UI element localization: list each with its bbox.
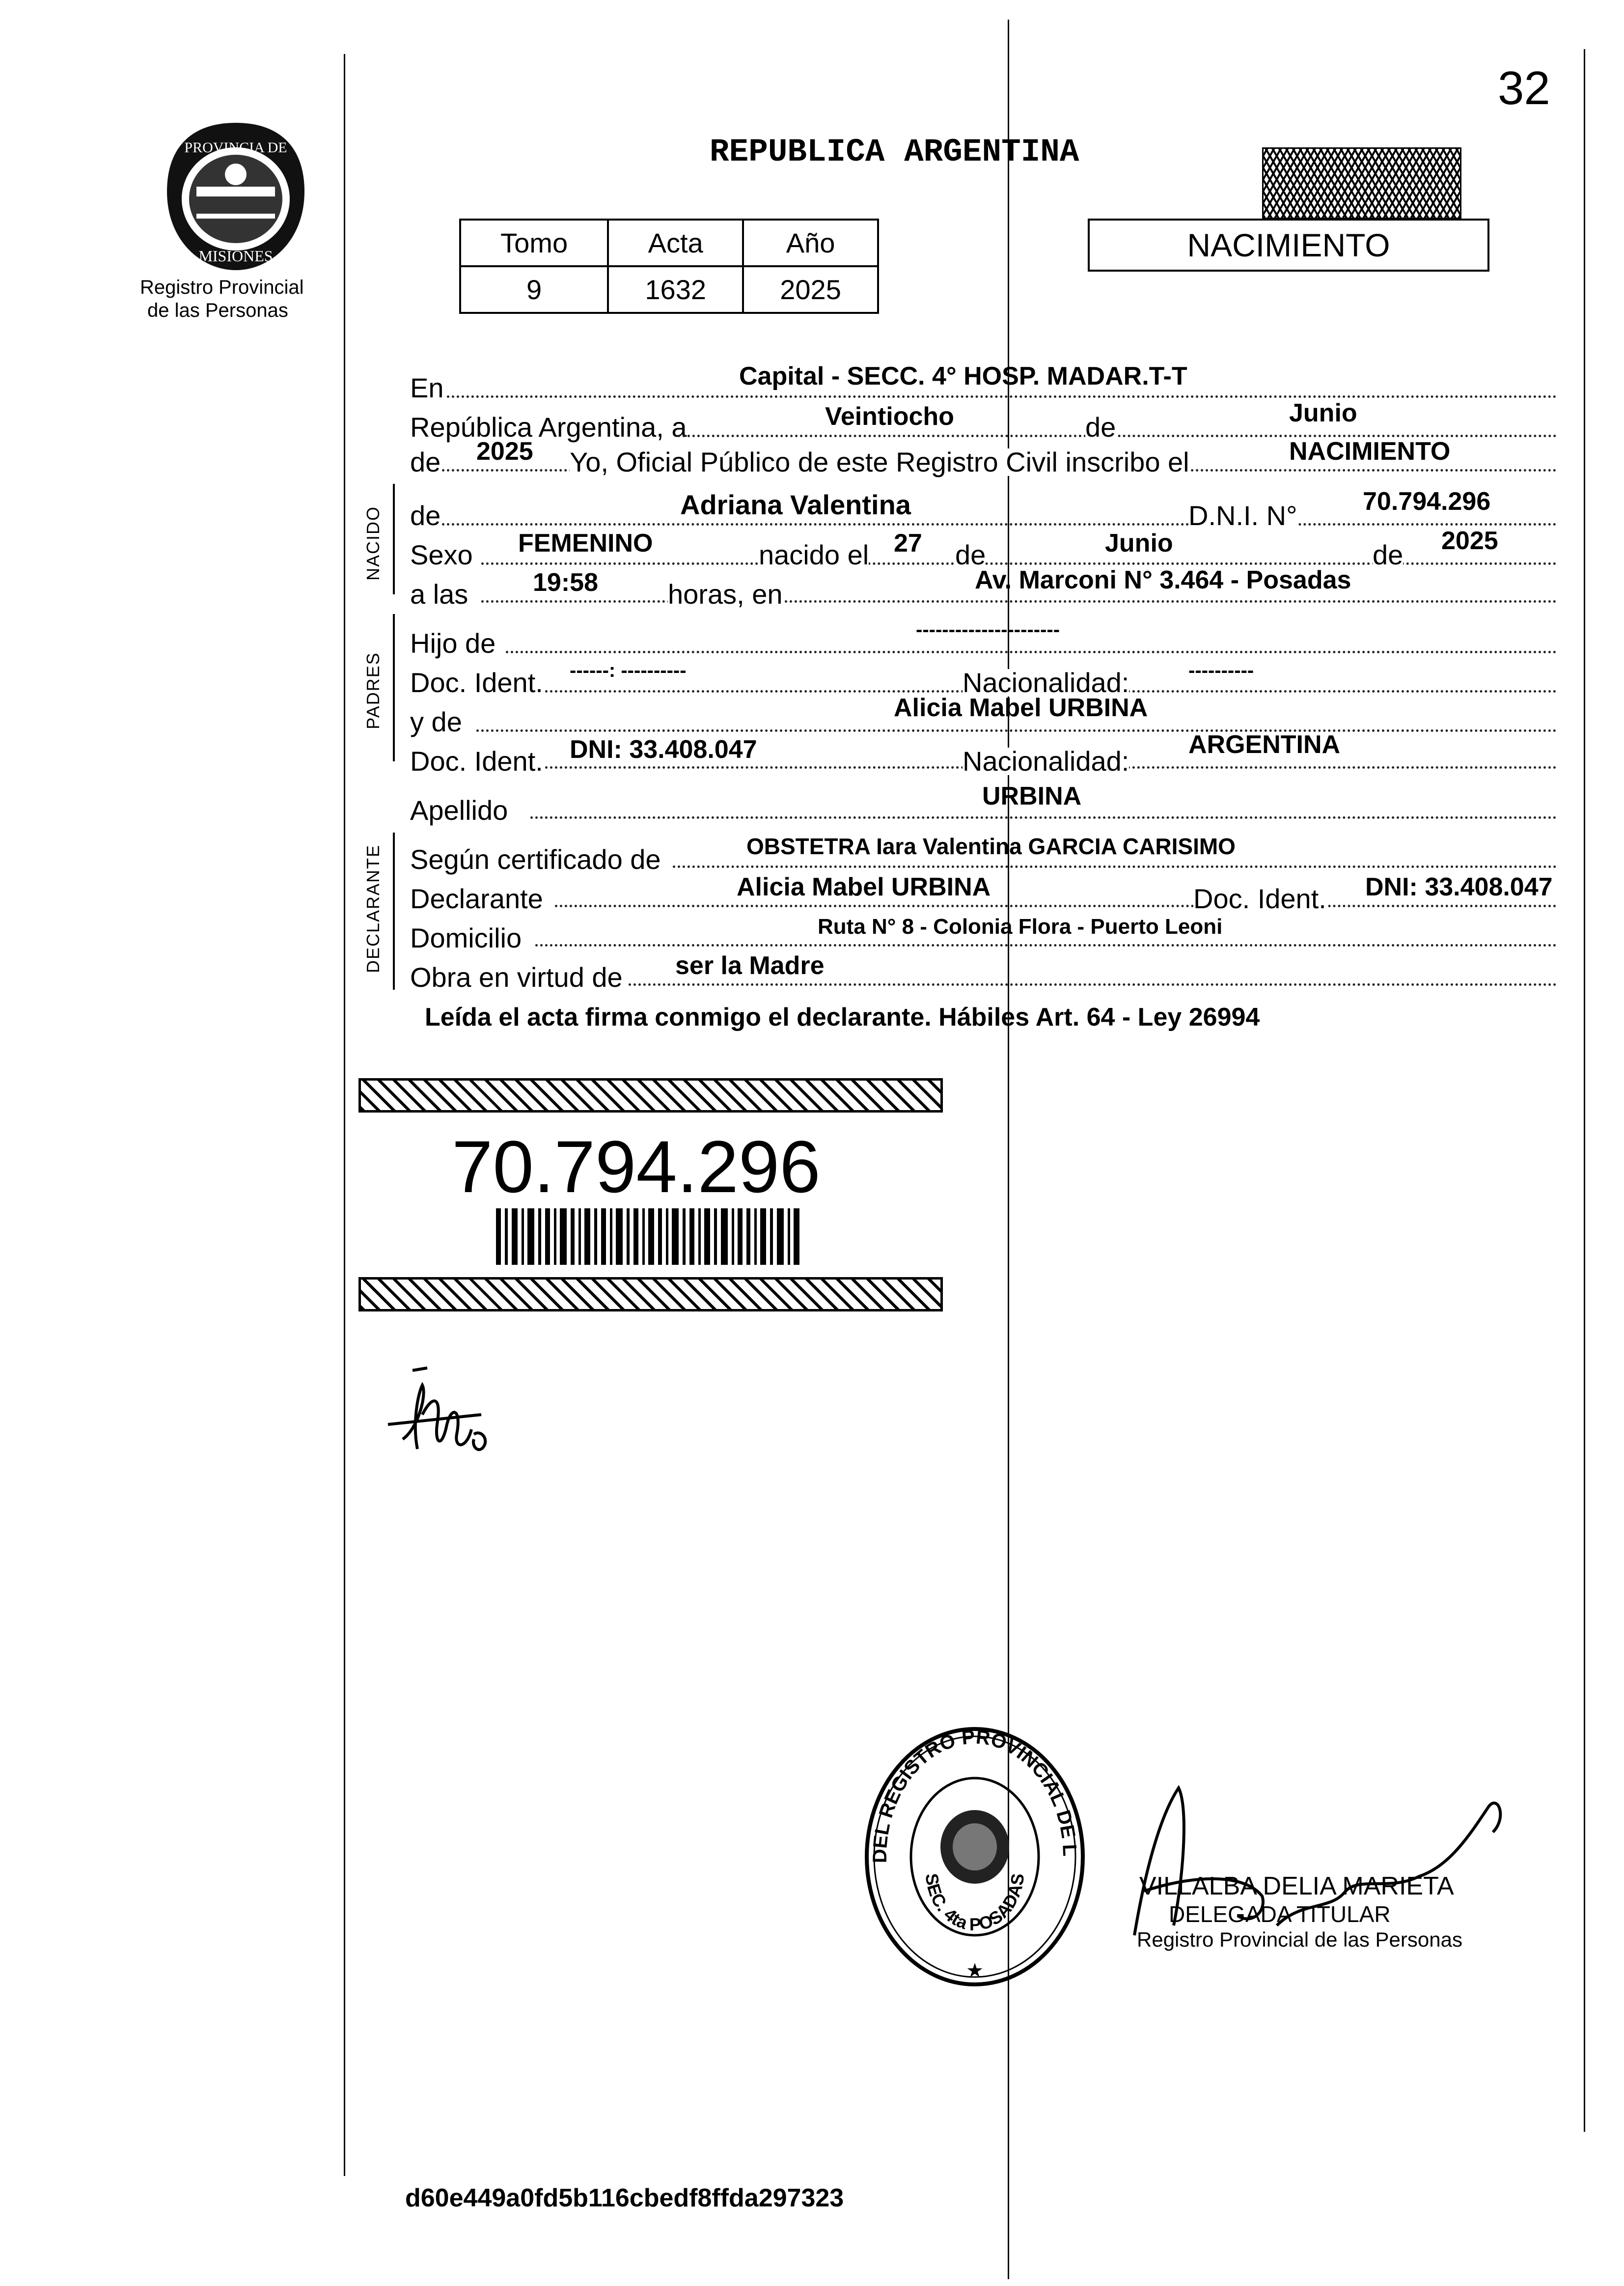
domicilio-value: Ruta N° 8 - Colonia Flora - Puerto Leoni: [818, 915, 1223, 939]
year-value: 2025: [476, 437, 533, 466]
dni-label: D.N.I. N°: [1188, 500, 1297, 531]
year-prefix-label: de: [410, 446, 441, 477]
doc-ident-label-2: Doc. Ident.: [410, 746, 543, 777]
declarante-section-label: DECLARANTE: [363, 844, 383, 973]
father-name: ----------------------: [916, 619, 1060, 641]
svg-text:★: ★: [966, 1959, 984, 1982]
tomo-acta-table: [459, 219, 879, 314]
barcode-number: 70.794.296: [452, 1125, 821, 1208]
de-label-1: de: [1085, 412, 1116, 443]
emblem-text-top: PROVINCIA DE: [184, 139, 287, 156]
birth-place: Av. Marconi N° 3.464 - Posadas: [975, 566, 1351, 594]
child-dni: 70.794.296: [1363, 487, 1491, 516]
republica-label: República Argentina, a: [410, 412, 687, 443]
father-doc: ------: ----------: [570, 660, 687, 681]
hijo-de-label: Hijo de: [410, 628, 496, 659]
place-value: Capital - SECC. 4° HOSP. MADAR.T-T: [739, 362, 1187, 390]
security-pattern: [1262, 147, 1461, 219]
birth-month: Junio: [1105, 529, 1173, 558]
declarante-doc: DNI: 33.408.047: [1365, 873, 1553, 901]
right-border-line: [1584, 49, 1585, 2132]
doc-ident-label-3: Doc. Ident.: [1193, 883, 1326, 914]
declarante-label: Declarante: [410, 883, 543, 914]
child-name: Adriana Valentina: [680, 489, 911, 520]
document-title: REPUBLICA ARGENTINA: [710, 134, 1079, 170]
mother-doc: DNI: 33.408.047: [570, 735, 757, 764]
nacido-de-label: de: [410, 500, 441, 531]
mother-name: Alicia Mabel URBINA: [894, 694, 1148, 722]
official-seal: [859, 1724, 1090, 1989]
official-role: DELEGADA TITULAR: [1169, 1901, 1391, 1927]
certificado-label: Según certificado de: [410, 844, 661, 875]
registrar-signature: [383, 1366, 511, 1474]
month-value: Junio: [1289, 399, 1357, 427]
domicilio-label: Domicilio: [410, 922, 522, 953]
father-nationality: ----------: [1188, 660, 1254, 681]
sexo-label: Sexo: [410, 539, 473, 570]
sexo-value: FEMENINO: [518, 529, 653, 558]
act-type-label: NACIMIENTO: [1187, 227, 1390, 263]
day-value: Veintiocho: [825, 402, 954, 431]
table-value-tomo: 9: [460, 266, 608, 313]
act-value: NACIMIENTO: [1289, 437, 1451, 466]
en-label: En: [410, 372, 444, 403]
page-number: 32: [1498, 62, 1550, 114]
nacionalidad-label-1: Nacionalidad:: [963, 667, 1129, 698]
document-hash: d60e449a0fd5b116cbedf8ffda297323: [405, 2184, 844, 2212]
y-de-label: y de: [410, 706, 462, 737]
nacido-section-label: NACIDO: [363, 506, 383, 581]
official-text: Yo, Oficial Público de este Registro Civil inscribo el: [570, 446, 1189, 477]
table-value-acta: 1632: [608, 266, 743, 313]
closing-statement: Leída el acta firma conmigo el declarante. Hábiles Art. 64 - Ley 26994: [425, 1003, 1260, 1031]
de-label-2: de: [955, 539, 986, 570]
nacido-el-label: nacido el: [759, 539, 869, 570]
birth-time: 19:58: [533, 568, 598, 597]
padres-section-label: PADRES: [363, 652, 383, 729]
table-header-acta: Acta: [608, 220, 743, 266]
barcode: [496, 1208, 800, 1265]
apellido-value: URBINA: [982, 782, 1082, 810]
de-label-3: de: [1373, 539, 1404, 570]
table-value-anio: 2025: [743, 266, 878, 313]
official-name: VILLALBA DELIA MARIETA: [1139, 1872, 1454, 1900]
horas-label: horas, en: [668, 579, 783, 610]
province-emblem: [162, 118, 309, 275]
table-header-anio: Año: [743, 220, 878, 266]
apellido-label: Apellido: [410, 795, 508, 826]
birth-day: 27: [894, 529, 922, 558]
obra-value: ser la Madre: [675, 951, 825, 980]
security-band-top: [358, 1078, 943, 1113]
table-header-tomo: Tomo: [460, 220, 608, 266]
nacionalidad-label-2: Nacionalidad:: [963, 746, 1129, 777]
declarante-value: Alicia Mabel URBINA: [737, 873, 991, 901]
registry-label-2: de las Personas: [147, 300, 288, 321]
certificado-value: OBSTETRA Iara Valentina GARCIA CARISIMO: [746, 834, 1236, 859]
birth-year: 2025: [1441, 527, 1498, 555]
seal-outer-text: DEL REGISTRO PROVINCIAL DE L: [869, 1726, 1081, 1864]
left-border-line: [344, 54, 345, 2176]
obra-label: Obra en virtud de: [410, 962, 623, 993]
seal-inner-text: SEC. 4ta POSADAS: [921, 1872, 1028, 1935]
doc-ident-label-1: Doc. Ident.: [410, 667, 543, 698]
official-office: Registro Provincial de las Personas: [1137, 1928, 1462, 1951]
emblem-text-bottom: MISIONES: [198, 247, 273, 265]
registry-label-1: Registro Provincial: [140, 277, 304, 298]
act-type-box: [1088, 219, 1489, 272]
security-band-bottom: [358, 1277, 943, 1311]
mother-nationality: ARGENTINA: [1188, 730, 1341, 759]
a-las-label: a las: [410, 579, 468, 610]
